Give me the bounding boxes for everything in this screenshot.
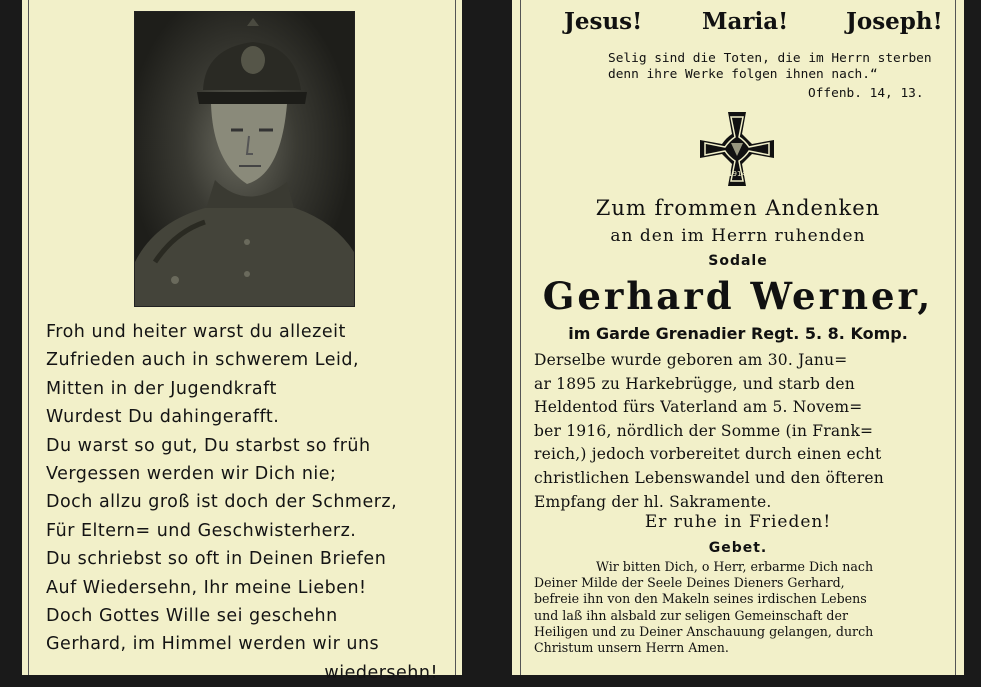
portrait-image: [135, 12, 354, 306]
biography-line: Empfang der hl. Sakramente.: [534, 492, 772, 511]
memorial-poem: [46, 318, 466, 687]
poem-line: Du warst so gut, Du starbst so früh: [46, 435, 371, 456]
prayer-line: Wir bitten Dich, o Herr, erbarme Dich nach: [596, 559, 874, 574]
prayer-title: Gebet.: [708, 540, 768, 556]
poem-line: Wurdest Du dahingerafft.: [46, 407, 280, 428]
deceased-name: Gerhard Werner,: [542, 274, 934, 318]
prayer-line: Deiner Milde der Seele Deines Dieners Gerhard,: [534, 575, 845, 591]
poem-line: Du schriebst so oft in Deinen Briefen: [46, 549, 387, 570]
memorial-sodale: Sodale: [708, 253, 768, 269]
header-name-joseph: Joseph!: [846, 8, 943, 35]
biography-line: ar 1895 zu Harkebrügge, und starb den: [534, 374, 855, 393]
biography-line: christlichen Lebenswandel und den öfteren: [534, 468, 884, 487]
header-name-maria: Maria!: [702, 8, 789, 35]
prayer-line: Heiligen und zu Deiner Anschauung gelangen, durch: [534, 623, 874, 639]
header-name-jesus: Jesus!: [564, 8, 643, 35]
poem-line: Für Eltern= und Geschwisterherz.: [46, 520, 357, 541]
poem-line: Auf Wiedersehn, Ihr meine Lieben!: [46, 577, 367, 598]
prayer-line: Christum unsern Herrn Amen.: [534, 640, 729, 656]
bible-verse-reference: Offenb. 14, 13.: [808, 86, 924, 101]
prayer-line: und laß ihn alsbald zur seligen Gemeinschaft der: [534, 607, 848, 623]
poem-line: Mitten in der Jugendkraft: [46, 378, 277, 399]
prayer-text: [534, 559, 942, 656]
memorial-subtitle: an den im Herrn ruhenden: [610, 226, 866, 246]
poem-line: Doch allzu groß ist doch der Schmerz,: [46, 492, 398, 513]
poem-line: Zufrieden auch in schwerem Leid,: [46, 350, 360, 371]
poem-line: wiedersehn!: [324, 662, 438, 683]
biography-line: Heldentod fürs Vaterland am 5. Novem=: [534, 398, 863, 417]
memorial-title: Zum frommen Andenken: [595, 196, 881, 220]
left-card: [22, 0, 462, 683]
prayer-line: befreie ihn von den Makeln seines irdischen Lebens: [534, 591, 867, 607]
iron-cross-icon: [698, 110, 776, 192]
biography-line: ber 1916, nördlich der Somme (in Frank=: [534, 421, 874, 440]
rest-in-peace: Er ruhe in Frieden!: [644, 512, 832, 532]
right-card: [512, 0, 964, 675]
poem-line: Gerhard, im Himmel werden wir uns: [46, 634, 380, 655]
regiment-line: im Garde Grenadier Regt. 5. 8. Komp.: [568, 324, 908, 343]
poem-line: Vergessen werden wir Dich nie;: [46, 464, 337, 485]
poem-line: Doch Gottes Wille sei geschehn: [46, 606, 338, 627]
biography-line: Derselbe wurde geboren am 30. Janu=: [534, 351, 848, 369]
poem-line: Froh und heiter warst du allezeit: [46, 322, 346, 342]
bible-verse-line: denn ihre Werke folgen ihnen nach.“: [608, 67, 878, 82]
biography-line: reich,) jedoch vorbereitet durch einen echt: [534, 445, 882, 464]
soldier-portrait-photo: [134, 11, 355, 307]
biography: [534, 349, 944, 514]
cross-year: 1914: [728, 170, 746, 178]
bible-verse-line: Selig sind die Toten, die im Herrn sterben: [608, 51, 932, 66]
